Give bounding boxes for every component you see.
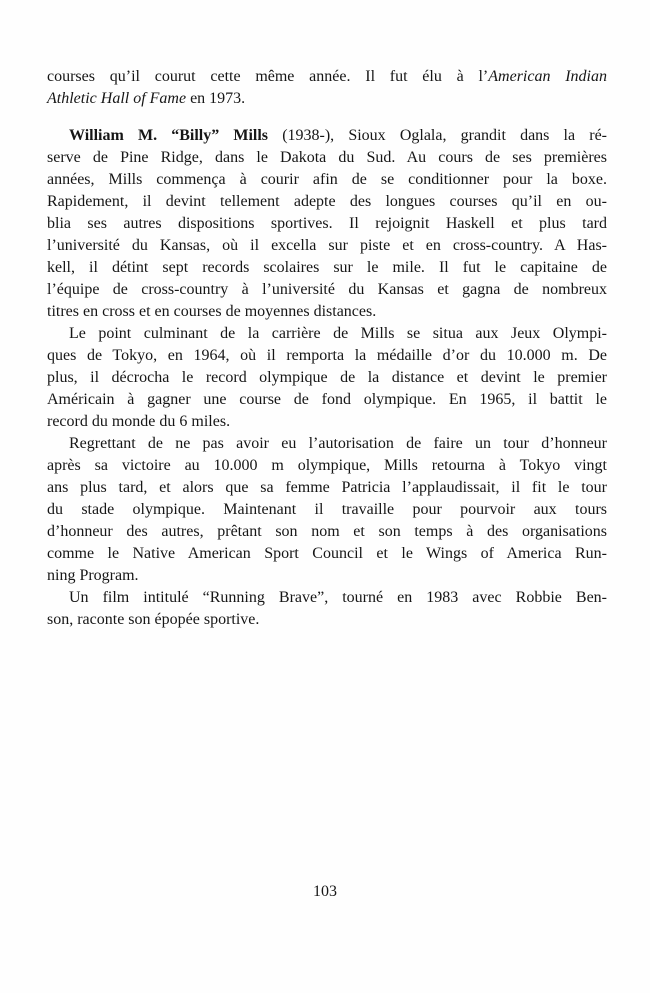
text-segment: record du monde du 6 miles.: [47, 413, 231, 430]
page-number: 103: [313, 883, 337, 900]
text-segment: ques de Tokyo, en 1964, où il remporta la médaille d’or du 10.000 m. De: [47, 347, 607, 364]
text-line: [47, 543, 607, 565]
text-segment: serve de Pine Ridge, dans le Dakota du Sud. Au cours de ses premières: [47, 149, 607, 166]
text-block: [47, 66, 607, 631]
text-line: [47, 499, 607, 521]
text-line: [47, 235, 607, 257]
text-segment: kell, il détint sept records scolaires sur le mile. Il fut le capitaine de: [47, 259, 607, 276]
text-segment: Américain à gagner une course de fond olympique. En 1965, il battit le: [47, 391, 607, 408]
text-line: [47, 279, 607, 301]
text-line: [47, 587, 607, 609]
text-segment: l’équipe de cross-country à l’université du Kansas et gagna de nombreux: [47, 281, 607, 298]
bold-text: William M. “Billy” Mills: [69, 127, 269, 144]
text-line: [47, 323, 607, 345]
text-line: [47, 213, 607, 235]
text-line: [47, 191, 607, 213]
paragraph: [47, 323, 607, 433]
text-line: [47, 147, 607, 169]
text-segment: titres en cross et en courses de moyennes distances.: [47, 303, 377, 320]
text-line: [47, 433, 607, 455]
text-line: [47, 88, 607, 110]
paragraph: [47, 433, 607, 587]
text-line: [47, 565, 607, 587]
text-line: [47, 345, 607, 367]
italic-text: American Indian: [488, 68, 608, 85]
italic-text: Athletic Hall of Fame: [47, 90, 187, 107]
text-line: [47, 455, 607, 477]
text-line: [47, 125, 607, 147]
text-line: [47, 169, 607, 191]
text-line: [47, 389, 607, 411]
text-segment: années, Mills commença à courir afin de se conditionner pour la boxe.: [47, 171, 607, 188]
text-segment: ans plus tard, et alors que sa femme Patricia l’applaudissait, il fit le tour: [47, 479, 607, 496]
text-segment: l’université du Kansas, où il excella sur piste et en cross-country. A Has-: [47, 237, 607, 254]
text-segment: Regrettant de ne pas avoir eu l’autorisation de faire un tour d’honneur: [69, 435, 607, 452]
text-line: [47, 411, 607, 433]
text-segment: Le point culminant de la carrière de Mills se situa aux Jeux Olympi-: [69, 325, 607, 342]
text-segment: du stade olympique. Maintenant il travaille pour pourvoir aux tours: [47, 501, 607, 518]
paragraph: [47, 587, 607, 631]
text-segment: en 1973.: [186, 90, 246, 107]
text-line: [47, 367, 607, 389]
text-segment: ning Program.: [47, 567, 139, 584]
text-segment: (1938-), Sioux Oglala, grandit dans la ré-: [268, 127, 608, 144]
paragraph: [47, 125, 607, 323]
text-line: [47, 521, 607, 543]
text-line: [47, 257, 607, 279]
text-segment: Un film intitulé “Running Brave”, tourné en 1983 avec Robbie Ben-: [69, 589, 607, 606]
text-segment: courses qu’il courut cette même année. Il fut élu à l’: [47, 68, 489, 85]
text-line: [47, 477, 607, 499]
text-segment: plus, il décrocha le record olympique de la distance et devint le premier: [47, 369, 607, 386]
text-segment: d’honneur des autres, prêtant son nom et son temps à des organisations: [47, 523, 607, 540]
text-segment: comme le Native American Sport Council et le Wings of America Run-: [47, 545, 607, 562]
text-segment: blia ses autres dispositions sportives. Il rejoignit Haskell et plus tard: [47, 215, 607, 232]
text-line: [47, 66, 607, 88]
text-segment: son, raconte son épopée sportive.: [47, 611, 260, 628]
text-line: [47, 609, 607, 631]
text-line: [47, 301, 607, 323]
paragraph: [47, 66, 607, 110]
text-segment: Rapidement, il devint tellement adepte des longues courses qu’il en ou-: [47, 193, 607, 210]
text-segment: après sa victoire au 10.000 m olympique, Mills retourna à Tokyo vingt: [47, 457, 607, 474]
